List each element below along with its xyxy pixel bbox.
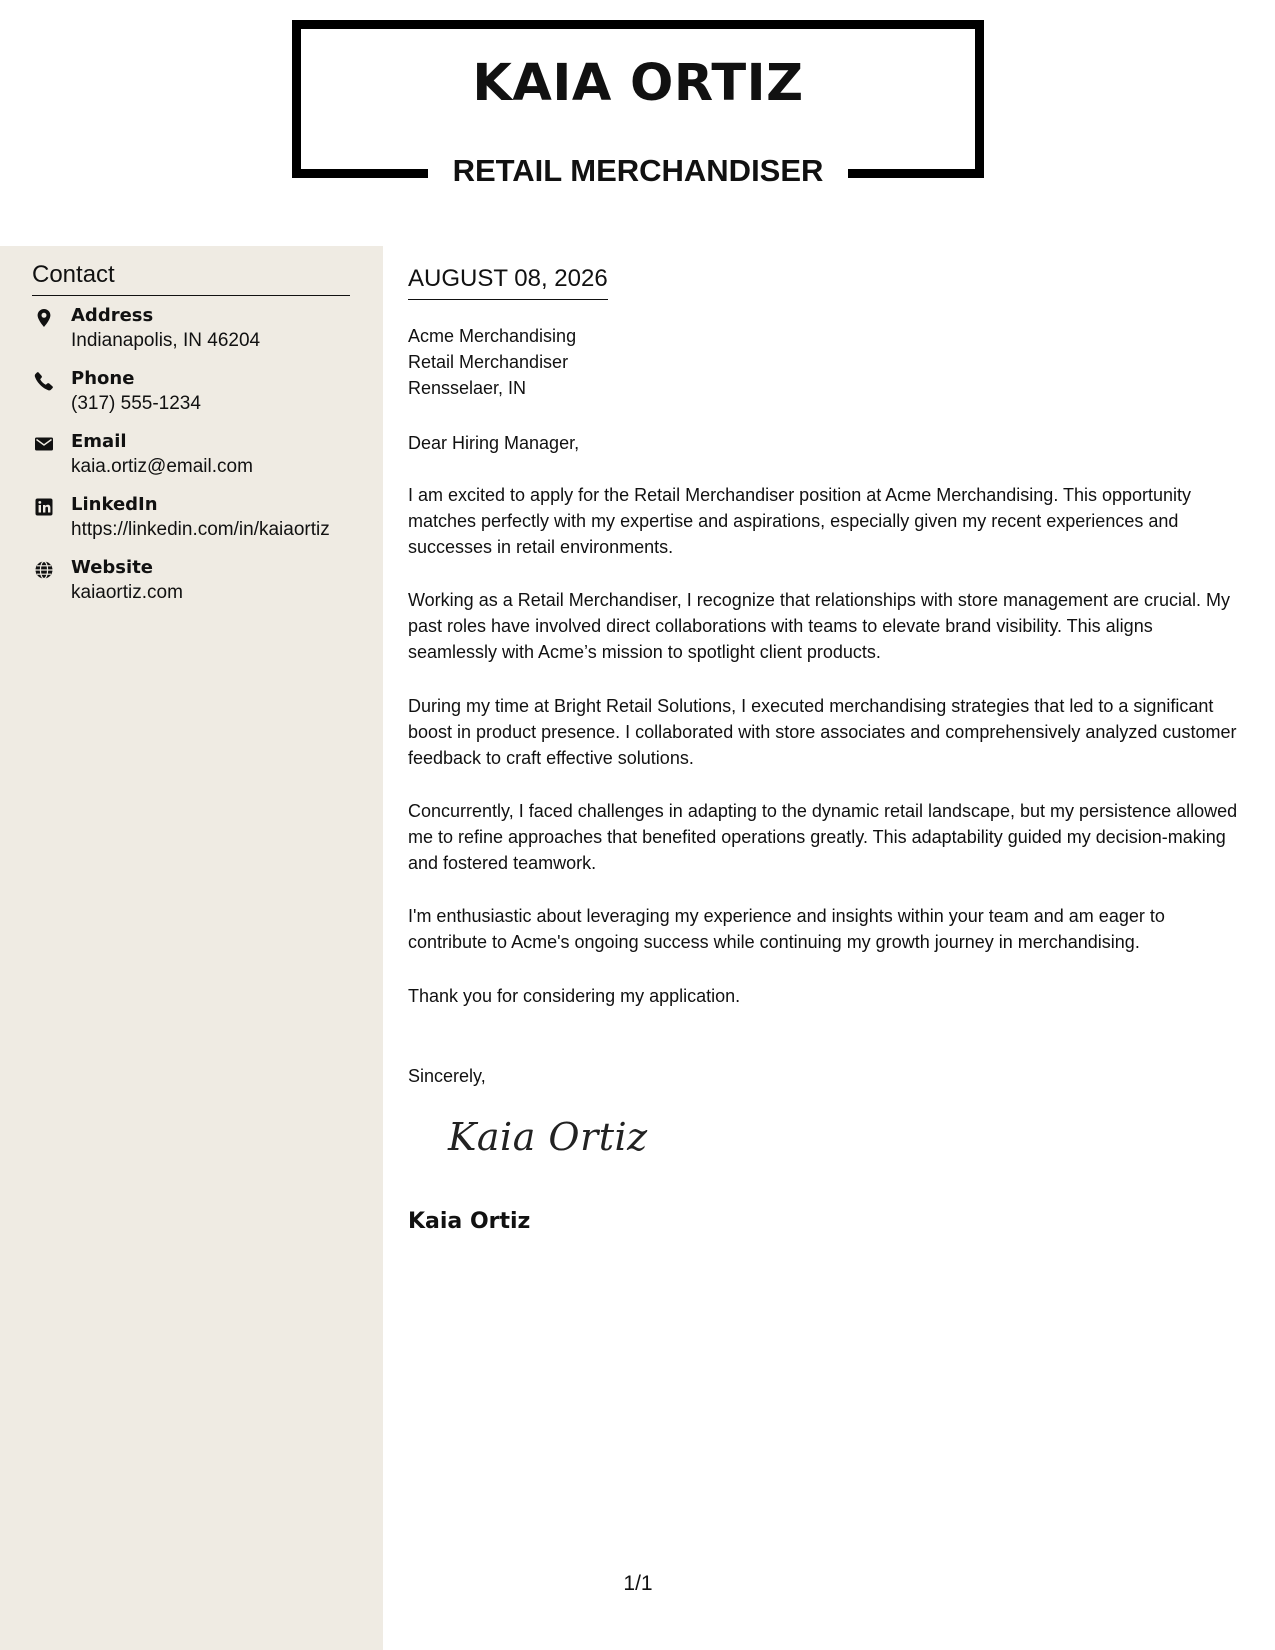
body-paragraph: I am excited to apply for the Retail Merchandiser position at Acme Merchandising. This opportunity matches perfectly with my expertise and aspirations, especially given my recent experiences and successes in retail environments.	[408, 485, 1192, 557]
phone-value: (317) 555-1234	[71, 393, 201, 414]
recipient-location: Rensselaer, IN	[408, 378, 527, 398]
contact-label: Phone	[71, 368, 135, 389]
contact-website	[32, 556, 372, 606]
contact-label: Website	[71, 557, 154, 578]
frame-bottom-left-bar	[292, 169, 428, 178]
body-paragraph: Working as a Retail Merchandiser, I recognize that relationships with store management are crucial. My past roles have involved direct collaborations with teams to elevate brand visibility. This aligns seamlessly with Acme’s mission to spotlight client products.	[408, 590, 1231, 662]
body-paragraph: During my time at Bright Retail Solutions, I executed merchandising strategies that led to a significant boost in product presence. I collaborated with store associates and comprehensively analyzed customer feedback to craft effective solutions.	[408, 696, 1237, 768]
frame-left-bar	[292, 20, 301, 178]
address-value: Indianapolis, IN 46204	[71, 330, 261, 351]
contact-heading: Contact	[32, 261, 350, 296]
website-value[interactable]: kaiaortiz.com	[71, 582, 183, 603]
envelope-icon	[34, 434, 54, 454]
body-paragraph: Concurrently, I faced challenges in adapting to the dynamic retail landscape, but my persistence allowed me to refine approaches that benefited operations greatly. This adaptability guided my decision-making and fostered teamwork.	[408, 801, 1238, 873]
contact-label: Email	[71, 431, 127, 452]
page-number: 1/1	[623, 1572, 653, 1595]
frame-top-bar	[292, 20, 984, 29]
contact-phone	[32, 367, 372, 417]
body-paragraph: I'm enthusiastic about leveraging my experience and insights within your team and am eager to contribute to Acme's ongoing success while continuing my growth journey in merchandising.	[408, 906, 1165, 952]
recipient-company: Acme Merchandising	[408, 326, 577, 346]
email-value: kaia.ortiz@email.com	[71, 456, 253, 477]
job-title: RETAIL MERCHANDISER	[452, 153, 824, 188]
signature: Kaia Ortiz	[448, 1115, 648, 1159]
contact-label: LinkedIn	[71, 494, 158, 515]
location-pin-icon	[34, 308, 54, 328]
contact-linkedin	[32, 493, 372, 543]
contact-email	[32, 430, 372, 480]
salutation: Dear Hiring Manager,	[408, 433, 580, 453]
globe-icon	[34, 560, 54, 580]
frame-right-bar	[975, 20, 984, 178]
applicant-name: KAIA ORTIZ	[472, 54, 804, 113]
linkedin-icon	[34, 497, 54, 517]
contact-label: Address	[71, 305, 154, 326]
phone-icon	[34, 371, 54, 391]
recipient-block	[408, 323, 576, 401]
closing: Sincerely,	[408, 1066, 486, 1086]
signer-name: Kaia Ortiz	[408, 1209, 531, 1234]
recipient-position: Retail Merchandiser	[408, 352, 569, 372]
linkedin-value[interactable]: https://linkedin.com/in/kaiaortiz	[71, 519, 330, 540]
body-paragraph: Thank you for considering my application.	[408, 986, 741, 1006]
frame-bottom-right-bar	[848, 169, 984, 178]
contact-address	[32, 304, 372, 354]
letter-date: AUGUST 08, 2026	[408, 265, 608, 300]
